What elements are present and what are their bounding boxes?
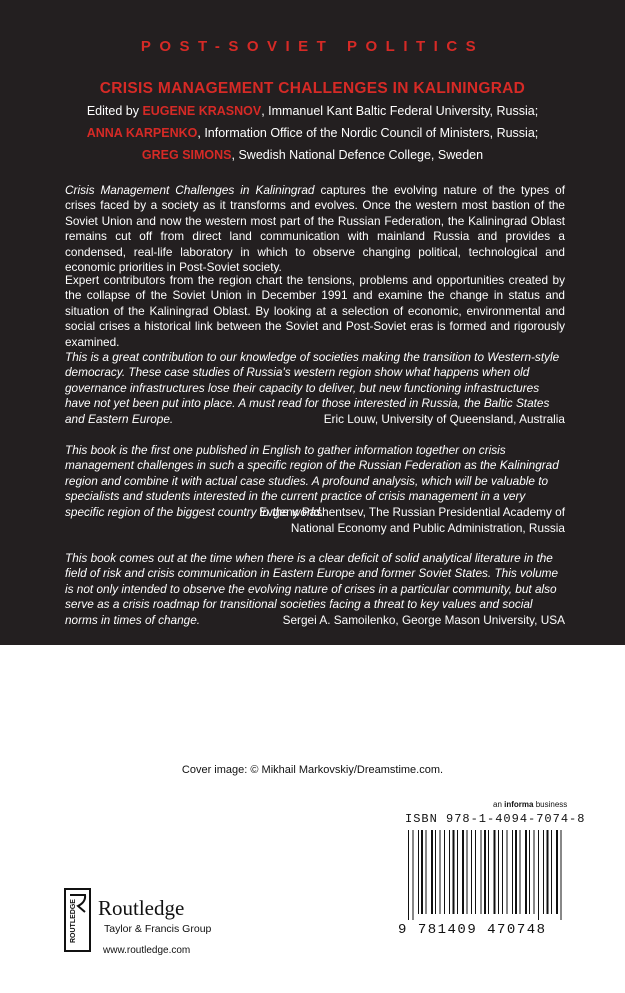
barcode-bar (421, 830, 423, 914)
routledge-vertical-text: ROUTLEDGE (70, 899, 77, 943)
barcode-bar (515, 830, 517, 914)
barcode-bar (494, 830, 496, 914)
isbn-label: ISBN 978-1-4094-7074-8 (405, 812, 586, 826)
routledge-vertical-wordmark (65, 897, 78, 945)
editor-line-2 (0, 126, 625, 140)
barcode-digit-first: 9 (398, 922, 408, 938)
barcode-bar (529, 830, 530, 914)
publisher-url[interactable]: www.routledge.com (103, 945, 191, 956)
publisher-group: Taylor & Francis Group (104, 923, 212, 935)
review-attribution-2a: Evgeny Pashentsev, The Russian Presidential Academy of (259, 505, 565, 519)
barcode-bar (512, 830, 513, 914)
barcode-bar (471, 830, 472, 914)
barcode-digits (398, 922, 566, 938)
barcode-bar (525, 830, 527, 914)
barcode-bar (561, 830, 562, 920)
description-text-1: captures the evolving nature of the types of crises faced by a society as it transforms and evolves. Once the western most bastion of the Soviet Union and now the western most part of the Russian Federation, the Kaliningrad Oblast remains cut off from direct land communication with mainland Russia and provides a condensed, real-life laboratory in which to observe changing political, technological and economic priorities in Post-Soviet society. (65, 183, 565, 275)
description-paragraph-1 (65, 183, 565, 275)
barcode-bar (507, 830, 508, 914)
description-paragraph-2: Expert contributors from the region chart the tensions, problems and opportunities created by the collapse of the Soviet Union in December 1991 and examine the change in status and situation of the Kaliningrad Oblast. By looking at a selection of economic, environmental and social crises a historical link between the Soviet and Post-Soviet eras is formed and rigorously examined. (65, 273, 565, 349)
editor-name-1: EUGENE KRASNOV (142, 104, 262, 118)
editor-prefix: Edited by (86, 104, 139, 118)
barcode-digits-rest: 781409 470748 (417, 922, 547, 938)
editor-line-3 (0, 148, 625, 162)
editor-affiliation-1: , Immanuel Kant Baltic Federal University, Russia; (261, 104, 539, 118)
barcode-bar (556, 830, 558, 914)
isbn-barcode (398, 830, 568, 922)
editor-affiliation-3: , Swedish National Defence College, Sweden (231, 148, 484, 162)
review-attribution-2b: National Economy and Public Administration, Russia (290, 521, 565, 535)
barcode-bar (498, 830, 499, 914)
barcode-bar (408, 830, 409, 920)
barcode-bar (440, 830, 441, 914)
barcode-bar (444, 830, 445, 914)
barcode-bar (449, 830, 450, 914)
barcode-bar (418, 830, 419, 914)
barcode-bar (457, 830, 458, 914)
barcode-bar (502, 830, 503, 914)
informa-pre: an (493, 800, 505, 809)
informa-tagline (493, 800, 567, 809)
editor-name-2: ANNA KARPENKO (86, 126, 198, 140)
barcode-bar (426, 830, 427, 914)
barcode-bar (453, 830, 455, 914)
barcode-bar (543, 830, 544, 914)
cover-image-credit: Cover image: © Mikhail Markovskiy/Dreamstime.com. (181, 764, 444, 776)
book-title: CRISIS MANAGEMENT CHALLENGES IN KALININGRAD (99, 80, 526, 97)
barcode-bar (538, 830, 539, 920)
description-book-title: Crisis Management Challenges in Kaliningrad (65, 183, 315, 197)
informa-post: business (533, 800, 568, 809)
editor-name-3: GREG SIMONS (141, 148, 232, 162)
barcode-bar (431, 830, 433, 914)
review-quote-2: This book is the first one published in English to gather information together on crisis management challenges in such a specific region of the Russian Federation as the Kaliningrad region and combine it with actual case studies. A profound analysis, which will be valuable to specialists and students interested in the current practice of crisis management in a very specific region of the biggest country in the world. (65, 443, 559, 519)
editor-line-1 (0, 104, 625, 118)
barcode-bar (475, 830, 476, 914)
review-quote-3: This book comes out at the time when there is a clear deficit of solid analytical literature in the field of risk and crisis communication in Eastern Europe and former Soviet States. This volume is not only intended to observe the evolving nature of crises in a particular community, but also serve as a crisis roadmap for transitional societies facing a threat to key values and social norms in times of change. (65, 551, 559, 627)
barcode-bar (467, 830, 468, 914)
review-attribution-3: Sergei A. Samoilenko, George Mason University, USA (282, 613, 565, 627)
barcode-bar (462, 830, 464, 914)
review-quote-1: This is a great contribution to our knowledge of societies making the transition to Western-style democracy. These case studies of Russia's western region show what happens when old governance infrastructures lose their capacity to deliver, but new functioning infrastructures have not yet been put into place. A must read for those interested in Russia, the Baltic States and Eastern Europe. (65, 350, 560, 426)
barcode-bar (551, 830, 552, 914)
publisher-name: Routledge (98, 896, 185, 920)
barcode-bar (520, 830, 521, 914)
series-title: POST-SOVIET POLITICS (140, 38, 485, 55)
barcode-bar (413, 830, 414, 920)
barcode-bar (547, 830, 549, 914)
barcode-bar (534, 830, 535, 914)
editor-affiliation-2: , Information Office of the Nordic Council of Ministers, Russia; (197, 126, 539, 140)
barcode-bar (481, 830, 482, 914)
barcode-bar (484, 830, 486, 914)
barcode-bar (488, 830, 489, 914)
review-attribution-1: Eric Louw, University of Queensland, Australia (323, 412, 565, 426)
informa-brand: informa (504, 800, 534, 809)
barcode-bar (435, 830, 436, 914)
